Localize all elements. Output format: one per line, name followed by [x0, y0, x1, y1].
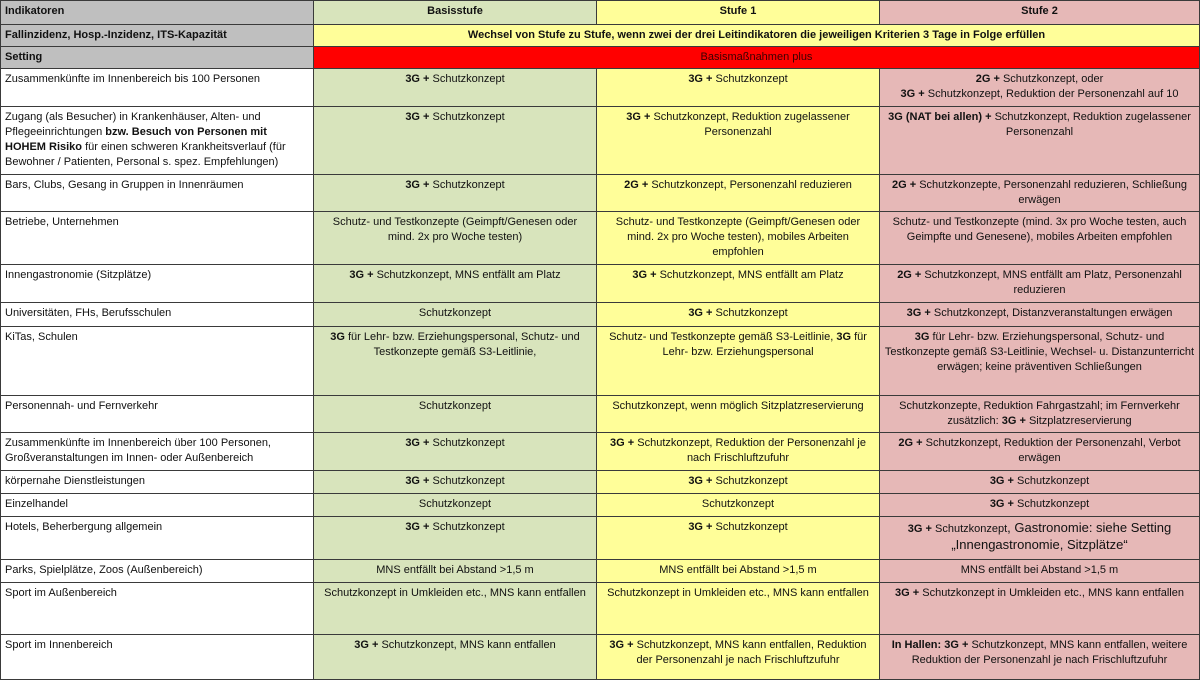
basisstufe-cell: 3G + Schutzkonzept, MNS kann entfallen	[314, 635, 597, 680]
setting-cell: Innengastronomie (Sitzplätze)	[0, 265, 314, 303]
stufe1-cell: 3G + Schutzkonzept, Reduktion zugelassener Personenzahl	[597, 107, 880, 175]
stufe1-cell: 3G + Schutzkonzept	[597, 471, 880, 494]
setting-cell: Parks, Spielplätze, Zoos (Außenbereich)	[0, 560, 314, 583]
basisstufe-cell: Schutzkonzept	[314, 303, 597, 327]
header-basisstufe: Basisstufe	[314, 0, 597, 25]
stufe1-cell: 3G + Schutzkonzept, MNS kann entfallen, Reduktion der Personenzahl je nach Frischluftzufuhr	[597, 635, 880, 680]
basisstufe-cell: 3G + Schutzkonzept	[314, 433, 597, 471]
stufe1-cell: 2G + Schutzkonzept, Personenzahl reduzieren	[597, 175, 880, 212]
setting-cell: Bars, Clubs, Gesang in Gruppen in Innenräumen	[0, 175, 314, 212]
basisstufe-cell: 3G + Schutzkonzept	[314, 517, 597, 560]
basis-measures-band: Basismaßnahmen plus	[314, 47, 1200, 69]
basisstufe-cell: 3G + Schutzkonzept	[314, 471, 597, 494]
stufe2-cell: 3G + Schutzkonzept	[880, 471, 1200, 494]
table-row	[0, 433, 1200, 471]
basisstufe-cell: Schutzkonzept in Umkleiden etc., MNS kann entfallen	[314, 583, 597, 635]
header-row	[0, 0, 1200, 25]
stufe2-cell: 3G (NAT bei allen) + Schutzkonzept, Reduktion zugelassener Personenzahl	[880, 107, 1200, 175]
setting-cell: Zugang (als Besucher) in Krankenhäuser, Alten- und Pflegeeinrichtungen bzw. Besuch von Personen mit HOHEM Risiko für einen schweren Krankheitsverlauf (für Bewohner / Patienten, Personal s. spez. Empfehlungen)	[0, 107, 314, 175]
stufe2-cell: In Hallen: 3G + Schutzkonzept, MNS kann entfallen, weitere Reduktion der Personenzahl je nach Frischluftzufuhr	[880, 635, 1200, 680]
stufe1-cell: Schutz- und Testkonzepte (Geimpft/Genesen oder mind. 2x pro Woche testen), mobiles Arbeiten empfohlen	[597, 212, 880, 265]
stufe1-cell: 3G + Schutzkonzept, MNS entfällt am Platz	[597, 265, 880, 303]
stufe1-cell: Schutzkonzept	[597, 494, 880, 517]
basisstufe-cell: Schutzkonzept	[314, 396, 597, 433]
stufe1-cell: 3G + Schutzkonzept	[597, 303, 880, 327]
rule-row	[0, 25, 1200, 47]
table-row	[0, 175, 1200, 212]
stufe2-cell: 2G + Schutzkonzept, oder 3G + Schutzkonzept, Reduktion der Personenzahl auf 10	[880, 69, 1200, 107]
stufe1-cell: 3G + Schutzkonzept, Reduktion der Personenzahl je nach Frischluftzufuhr	[597, 433, 880, 471]
basisstufe-cell: 3G für Lehr- bzw. Erziehungspersonal, Schutz- und Testkonzepte gemäß S3-Leitlinie,	[314, 327, 597, 396]
setting-cell: Personennah- und Fernverkehr	[0, 396, 314, 433]
setting-cell: Universitäten, FHs, Berufsschulen	[0, 303, 314, 327]
table-row	[0, 265, 1200, 303]
table-row	[0, 69, 1200, 107]
table-row	[0, 635, 1200, 680]
setting-cell: Sport im Außenbereich	[0, 583, 314, 635]
setting-row	[0, 47, 1200, 69]
table-row	[0, 396, 1200, 433]
table-row	[0, 303, 1200, 327]
stufe2-cell: 3G + Schutzkonzept, Distanzveranstaltungen erwägen	[880, 303, 1200, 327]
header-stufe2: Stufe 2	[880, 0, 1200, 25]
setting-header: Setting	[0, 47, 314, 69]
stufe1-cell: Schutzkonzept in Umkleiden etc., MNS kann entfallen	[597, 583, 880, 635]
stufe1-cell: 3G + Schutzkonzept	[597, 69, 880, 107]
basisstufe-cell: Schutzkonzept	[314, 494, 597, 517]
table-row	[0, 517, 1200, 560]
basisstufe-cell: 3G + Schutzkonzept, MNS entfällt am Platz	[314, 265, 597, 303]
setting-cell: KiTas, Schulen	[0, 327, 314, 396]
rule-row-label: Fallinzidenz, Hosp.-Inzidenz, ITS-Kapazität	[0, 25, 314, 47]
setting-cell: Sport im Innenbereich	[0, 635, 314, 680]
setting-cell: Betriebe, Unternehmen	[0, 212, 314, 265]
header-indicators: Indikatoren	[0, 0, 314, 25]
table-row	[0, 471, 1200, 494]
basisstufe-cell: 3G + Schutzkonzept	[314, 107, 597, 175]
table-row	[0, 583, 1200, 635]
basisstufe-cell: MNS entfällt bei Abstand >1,5 m	[314, 560, 597, 583]
table-row	[0, 107, 1200, 175]
stufe2-cell: 2G + Schutzkonzept, MNS entfällt am Platz, Personenzahl reduzieren	[880, 265, 1200, 303]
stufe2-cell: 2G + Schutzkonzepte, Personenzahl reduzieren, Schließung erwägen	[880, 175, 1200, 212]
stufe1-cell: 3G + Schutzkonzept	[597, 517, 880, 560]
rule-row-text: Wechsel von Stufe zu Stufe, wenn zwei der drei Leitindikatoren die jeweiligen Kriterien 3 Tage in Folge erfüllen	[314, 25, 1200, 47]
table-row	[0, 212, 1200, 265]
basisstufe-cell: Schutz- und Testkonzepte (Geimpft/Genesen oder mind. 2x pro Woche testen)	[314, 212, 597, 265]
stufe1-cell: MNS entfällt bei Abstand >1,5 m	[597, 560, 880, 583]
setting-cell: Zusammenkünfte im Innenbereich über 100 Personen, Großveranstaltungen im Innen- oder Außenbereich	[0, 433, 314, 471]
basisstufe-cell: 3G + Schutzkonzept	[314, 175, 597, 212]
stufe1-cell: Schutzkonzept, wenn möglich Sitzplatzreservierung	[597, 396, 880, 433]
stufe2-cell: 3G + Schutzkonzept	[880, 494, 1200, 517]
stufe2-cell: MNS entfällt bei Abstand >1,5 m	[880, 560, 1200, 583]
setting-cell: Zusammenkünfte im Innenbereich bis 100 Personen	[0, 69, 314, 107]
stufe1-cell: Schutz- und Testkonzepte gemäß S3-Leitlinie, 3G für Lehr- bzw. Erziehungspersonal	[597, 327, 880, 396]
setting-cell: Hotels, Beherbergung allgemein	[0, 517, 314, 560]
setting-cell: körpernahe Dienstleistungen	[0, 471, 314, 494]
table-row	[0, 494, 1200, 517]
setting-cell: Einzelhandel	[0, 494, 314, 517]
stufe2-cell: 3G + Schutzkonzept, Gastronomie: siehe Setting „Innengastronomie, Sitzplätze“	[880, 517, 1200, 560]
stufe2-cell: Schutz- und Testkonzepte (mind. 3x pro Woche testen, auch Geimpfte und Genesene), mobiles Arbeiten empfohlen	[880, 212, 1200, 265]
basisstufe-cell: 3G + Schutzkonzept	[314, 69, 597, 107]
stufe2-cell: Schutzkonzepte, Reduktion Fahrgastzahl; im Fernverkehr zusätzlich: 3G + Sitzplatzreservierung	[880, 396, 1200, 433]
stufe2-cell: 3G für Lehr- bzw. Erziehungspersonal, Schutz- und Testkonzepte gemäß S3-Leitlinie, Wechsel- u. Distanzunterricht erwägen; keine präventiven Schließungen	[880, 327, 1200, 396]
table-row	[0, 560, 1200, 583]
header-stufe1: Stufe 1	[597, 0, 880, 25]
stufe2-cell: 3G + Schutzkonzept in Umkleiden etc., MNS kann entfallen	[880, 583, 1200, 635]
table-row	[0, 327, 1200, 396]
stufe2-cell: 2G + Schutzkonzept, Reduktion der Personenzahl, Verbot erwägen	[880, 433, 1200, 471]
